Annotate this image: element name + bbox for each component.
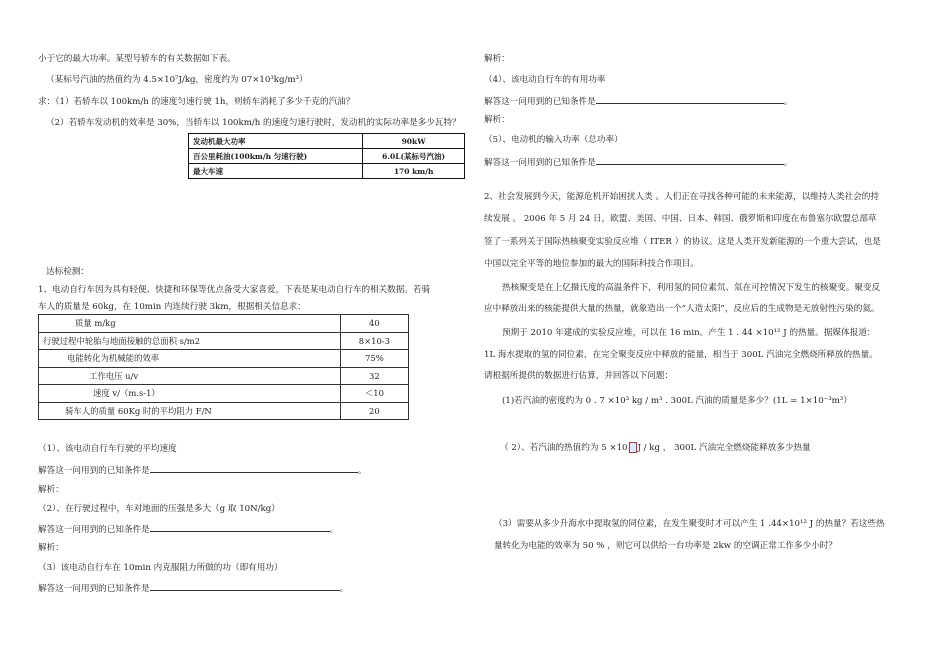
known-conditions-4: 解答这一问用到的已知条件是 。	[484, 94, 792, 108]
table-row	[39, 402, 409, 420]
fuel-info: （某标号汽油的热值约为 4.5×10⁷J/kg，密度约为 07×10³kg/m³）	[46, 75, 308, 85]
bike-label: 工作电压 u/v	[39, 367, 341, 385]
known-conditions-1: 解答这一问用到的已知条件是 。	[38, 463, 366, 477]
spec-value: 170 km/h	[363, 164, 465, 179]
ebike-intro-2: 车人的质量是 60kg，在 10min 内连续行驶 3km，根据相关信息求：	[38, 302, 306, 312]
spec-value: 6.0L(某标号汽油)	[363, 149, 465, 164]
answer-blank[interactable]	[150, 463, 358, 473]
spec-value: 90kW	[363, 134, 465, 149]
bike-label: 行驶过程中轮胎与地面接触的总面积 s/m2	[39, 332, 341, 350]
cursor-mark-icon	[629, 442, 637, 453]
passage-line: 预期于 2010 年建成的实验反应堆，可以在 16 min。产生 1 . 44 ×10¹² J 的热量。据媒体报道：	[502, 328, 876, 338]
section-heading: 达标检测：	[46, 267, 89, 277]
spec-label: 最大车速	[189, 164, 363, 179]
fusion-question-3-cont: 量转化为电能的效率为 50 % ，则它可以供给一台功率是 2kw 的空调正常工作多少小时？	[494, 541, 837, 551]
passage-line: 续发展 。 2006 年 5 月 24 日，欧盟、美国、中国、日本、韩国、俄罗斯和印度在布鲁塞尔欧盟总部草	[484, 214, 877, 224]
answer-blank[interactable]	[150, 522, 330, 532]
sub-question-4: （4）、该电动自行车的有用功率	[484, 75, 606, 85]
bike-label: 电能转化为机械能的效率	[39, 350, 341, 368]
answer-blank[interactable]	[150, 581, 340, 591]
spec-label: 发动机最大功率	[189, 134, 363, 149]
analysis-label-1: 解析：	[38, 485, 64, 495]
passage-line: 2、社会发展到今天，能源危机开始困扰人类 。人们正在寻找各种可能的未来能源，以维持人类社会的持	[484, 192, 879, 202]
table-row	[39, 367, 409, 385]
passage-line: 热核聚变是在上亿摄氏度的高温条件下，利用氢的同位素氘、氚在可控情况下发生的核聚变。聚变反	[502, 283, 881, 293]
bike-value: 40	[340, 315, 408, 333]
sub-question-3: （3）该电动自行车在 10min 内克服阻力所做的功（即有用功）	[38, 563, 283, 573]
sub-question-5: （5）、电动机的输入功率（总功率）	[484, 135, 623, 145]
car-spec-table	[188, 133, 465, 179]
intro-line: 小于它的最大功率。某型号轿车的有关数据如下表。	[38, 54, 236, 64]
bike-value: 8×10-3	[340, 332, 408, 350]
passage-line: 请根据所提供的数据进行估算，并回答以下问题：	[484, 371, 674, 381]
known-conditions-3: 解答这一问用到的已知条件是 。	[38, 581, 348, 595]
table-row	[189, 134, 465, 149]
spec-label: 百公里耗油(100km/h 匀速行驶)	[189, 149, 363, 164]
answer-blank[interactable]	[596, 94, 784, 104]
question-1: 求：（1）若轿车以 100km/h 的速度匀速行驶 1h，则轿车消耗了多少千克的汽油？	[38, 97, 355, 107]
passage-line: 签了一系列关于国际热核聚变实验反应堆（ ITER ）的协议。这是人类开发新能源的一个重大尝试，也是	[484, 237, 881, 247]
passage-line: 应中释放出来的核能提供大量的热量，就象造出一个“人造太阳”，反应后的生成物是无放射性污染的氦。	[484, 304, 880, 314]
analysis-label-4: 解析：	[484, 115, 510, 125]
sub-question-2: （2）、在行驶过程中，车对地面的压强是多大（g 取 10N/kg）	[38, 504, 280, 514]
passage-line: 1L 海水提取的氢的同位素，在完全聚变反应中释放的能量，相当于 300L 汽油完全燃烧所释放的热量。	[484, 350, 878, 360]
known-conditions-2: 解答这一问用到的已知条件是 。	[38, 522, 338, 536]
fusion-question-1: (1)若汽油的密度约为 0 . 7 ×10³ kg / m³ . 300L 汽油的质量是多少？(1L = 1×10⁻³m³）	[502, 396, 852, 406]
table-row	[39, 332, 409, 350]
ebike-intro-1: 1、电动自行车因为具有轻便、快捷和环保等优点备受大家喜爱，下表是某电动自行车的相关数据。若骑	[38, 285, 431, 295]
table-row	[189, 149, 465, 164]
sub-question-1: （1）、该电动自行车行驶的平均速度	[38, 444, 177, 454]
known-conditions-5: 解答这一问用到的已知条件是 。	[484, 155, 792, 169]
table-row	[39, 350, 409, 368]
bike-label: 质量 m/kg	[39, 315, 341, 333]
answer-blank[interactable]	[596, 155, 784, 165]
ebike-table	[38, 314, 409, 420]
analysis-label-3: 解析：	[484, 54, 510, 64]
bike-value: 32	[340, 367, 408, 385]
analysis-label-2: 解析：	[38, 543, 64, 553]
table-row	[189, 164, 465, 179]
bike-value: 75%	[340, 350, 408, 368]
bike-value: ＜10	[340, 385, 408, 403]
question-2: （2）若轿车发动机的效率是 30%，当轿车以 100km/h 的速度匀速行驶时，发动机的实际功率是多少瓦特？	[46, 118, 461, 128]
bike-label: 速度 v/（m.s-1）	[39, 385, 341, 403]
fusion-question-3: （3）需要从多少升海水中提取氢的同位素，在发生聚变时才可以产生 1 .44×10¹² J 的热量？若这些热	[494, 519, 885, 529]
passage-line: 中国以完全平等的地位参加的最大的国际科技合作项目。	[484, 259, 699, 269]
bike-value: 20	[340, 402, 408, 420]
bike-label: 骑车人的质量 60Kg 时的平均阻力 F/N	[39, 402, 341, 420]
fusion-question-2: （ 2）、若汽油的热值约为 5 ×10 J / kg ， 300L 汽油完全燃烧能释放多少热量	[500, 443, 811, 453]
table-row	[39, 385, 409, 403]
table-row	[39, 315, 409, 333]
